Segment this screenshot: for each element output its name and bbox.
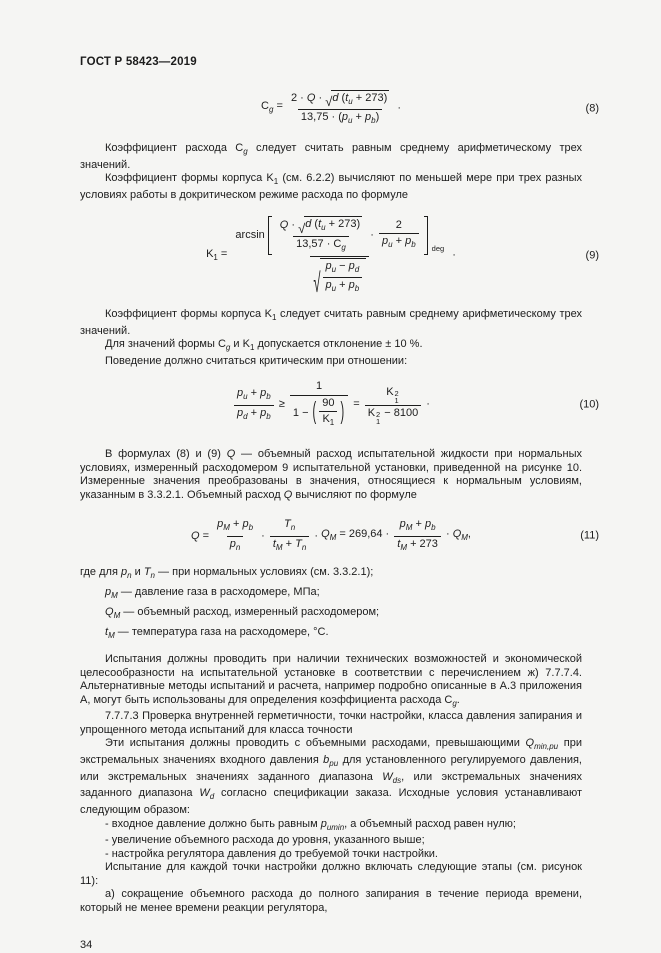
radical: [313, 258, 366, 299]
where-item-tm: $t_М$ — температура газа на расходомере, °С.: [105, 625, 329, 640]
paragraph-test-stages: Испытание для каждой точки настройки должно включать следующие этапы (см. рисунок 11):: [80, 861, 582, 887]
fraction-numerator: K 2 1: [386, 385, 399, 405]
paragraph-deviation: Для значений формы $C_g$ и $K_1$ допускается отклонение ± 10 %.: [105, 338, 423, 353]
left-bracket: [268, 216, 272, 254]
paragraph-stage-a: а) сокращение объемного расхода до полного запирания в течение периода времени, который не менее времени реакции регулятора,: [80, 888, 582, 914]
right-paren: ): [340, 397, 345, 426]
equation-11-lhs: Q =: [191, 529, 213, 542]
equation-8-body: [261, 90, 401, 128]
page-number: 34: [80, 939, 93, 952]
geq-sign: ≥: [275, 398, 288, 411]
equation-11-tail: · $Q_М$,: [442, 527, 471, 543]
equation-8-lhs: $C_g$ =: [260, 100, 286, 115]
right-bracket: [424, 216, 428, 254]
equation-9-inner-numerator: Q ·: [279, 218, 299, 231]
equation-9-number: (9): [585, 249, 599, 262]
multiplication-dot: ·: [258, 529, 268, 542]
fraction-denominator: $t_М + T_n$: [272, 537, 307, 552]
paragraph-test-conditions: Эти испытания должны проводить с объемными расходами, превышающими $Q_{min,pu}$ при экстремальных значениях входного давления $b_{pu}$ для установленного регулируемого давления, или экстремальных значениях заданного диапазона $W_{ds}$, или экстремальных значениях заданного диапазона $W_d$ согласно спецификации заказа. Исходные условия устанавливают следующим образом:: [80, 737, 583, 817]
multiplication-dot: ·: [311, 529, 322, 542]
where-item-pm: $p_М$ — давление газа в расходомере, МПа;: [105, 586, 320, 601]
fraction: [288, 90, 392, 128]
equals-sign: =: [350, 398, 363, 411]
paragraph-section-7773-heading: 7.7.7.3 Проверка внутренней герметичности, точки настройки, класса давления запирания и упрощенного метода испытаний для класса точности: [80, 710, 582, 736]
equation-9-body: [206, 216, 456, 299]
where-item-qm: $Q_М$ — объемный расход, измеренный расходомером;: [105, 605, 380, 620]
fraction-denominator: $p_u + p_b$: [325, 279, 360, 294]
fraction-numerator: $p_М + p_b$: [217, 518, 254, 533]
fraction-denominator: 1 −: [292, 406, 312, 419]
list-item-regulator-setting: - настройка регулятора давления до требуемой точки настройки.: [105, 847, 438, 860]
fraction: [379, 219, 419, 252]
fraction-numerator: 2: [395, 218, 402, 231]
equation-10-body: [232, 380, 430, 430]
fraction-numerator: $p_u + p_b$: [237, 387, 271, 402]
fraction: [234, 387, 274, 423]
fraction: [290, 380, 348, 430]
equation-9: [80, 216, 599, 299]
paragraph-body-shape-factor: Коэффициент формы корпуса $K_1$ (см. 6.2.2) вычисляют по меньшей мере при трех разных условиях работы в докритическом режиме расхода по формуле: [80, 172, 582, 201]
paragraph-k1-average: Коэффициент формы корпуса $K_1$ следует считать равным среднему арифметическому трех значений.: [80, 308, 582, 337]
equation-8-number: (8): [585, 101, 599, 114]
radical-sign-icon: √: [325, 94, 333, 110]
fraction-numerator: $p_u - p_d$: [325, 259, 360, 274]
equation-10-number: (10): [579, 398, 599, 411]
radicand: d $(t_u + 273)$: [305, 218, 361, 233]
where-intro: где для $p_n$ и $T_n$ — при нормальных условиях (см. 3.3.2.1);: [80, 566, 374, 581]
fraction-numerator: 90: [322, 396, 335, 409]
fraction-denominator: $p_u + p_b$: [381, 235, 416, 250]
left-paren: (: [312, 397, 317, 426]
arcsin-label: arcsin: [235, 228, 265, 241]
equation-8-denominator: $13,75 \cdot (p_u + p_b)$: [300, 111, 380, 126]
fraction: [214, 518, 256, 554]
equation-11-body: [191, 518, 471, 554]
fraction: [270, 518, 309, 554]
fraction-numerator: $T_n$: [283, 518, 296, 533]
equation-11-middle: $Q_М = 269,64$ ·: [321, 527, 393, 543]
equation-10-period: ·: [423, 398, 430, 411]
fraction: [323, 260, 363, 296]
fraction-denominator: $p_n$: [229, 537, 241, 552]
fraction-denominator: $t_М + 273$: [397, 537, 438, 552]
document-header: ГОСТ Р 58423—2019: [80, 56, 197, 68]
equation-11: [80, 518, 599, 554]
equation-8: [80, 90, 599, 128]
radical-sign-icon: √: [298, 220, 306, 236]
list-item-flow-increase: - увеличение объемного расхода до уровня, указанного выше;: [105, 834, 425, 847]
paragraph-test-feasibility: Испытания должны проводить при наличии технических возможностей и экономической целесообразности на испытательной установке в соответствии с перечислением ж) 7.7.7.4. Альтернативные методы испытаний и расчета, например подробно описанные в А.3 приложения А, могут быть использованы для определения коэффициента расхода $C_g$.: [80, 653, 582, 708]
fraction-numerator: $p_М + p_b$: [399, 518, 436, 533]
multiplication-dot: ·: [367, 228, 377, 241]
fraction-denominator: $p_d + p_b$: [237, 406, 271, 421]
radical: [298, 216, 362, 235]
fraction: [319, 397, 337, 430]
equation-10: [80, 380, 599, 430]
radicand: d $(t_u + 273)$: [332, 91, 388, 106]
fraction: [365, 386, 422, 425]
equation-9-period: ·: [449, 249, 456, 262]
paragraph-critical-behavior: Поведение должно считаться критическим при отношении:: [105, 354, 408, 367]
fraction-denominator: K 2 1 − 8100: [367, 406, 419, 426]
list-item-inlet-pressure: - входное давление должно быть равным $p_{umin}$, а объемный расход равен нулю;: [105, 817, 516, 832]
equation-9-lhs: $K_1$ =: [206, 247, 231, 262]
paragraph-volume-flow: В формулах (8) и (9) Q — объемный расход испытательной жидкости при нормальных условиях, измеренный расходомером 9 испытательной установки, приведенной на рисунке 10. Измеренные значения преобразованы в значения, относящиеся к нормальным условиям, указанным в 3.3.2.1. Объемный расход Q вычисляют по формуле: [80, 448, 582, 501]
deg-subscript: deg: [431, 244, 445, 254]
radical: [325, 90, 389, 109]
where-list: [80, 566, 582, 642]
fraction-numerator: 1: [315, 380, 323, 393]
fraction: [277, 216, 365, 254]
equation-8-numerator: 2 · Q ·: [290, 92, 326, 105]
equation-11-number: (11): [580, 529, 599, 542]
equation-8-period: ·: [394, 101, 401, 114]
radical-sign-icon: √: [313, 266, 321, 299]
fraction: [232, 216, 447, 299]
fraction-denominator: $K_1$: [322, 413, 335, 428]
fraction: [394, 518, 441, 554]
paragraph-discharge-coefficient: Коэффициент расхода $C_g$ следует считать равным среднему арифметическому трех значений.: [80, 141, 582, 171]
equation-9-inner-denominator: $13,57 \cdot C_g$: [296, 237, 346, 253]
